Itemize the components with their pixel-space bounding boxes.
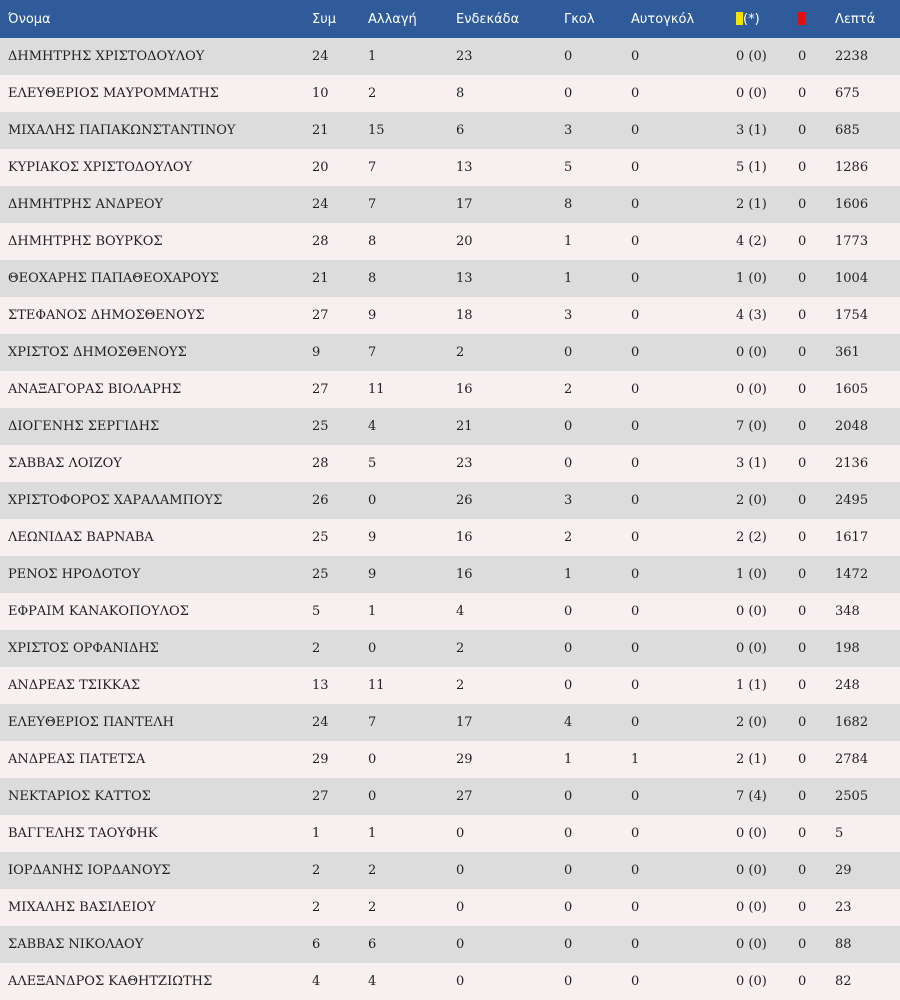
red-cards-cell: 0 (798, 604, 807, 619)
minutes-cell: 82 (835, 974, 852, 989)
starting-cell: 27 (456, 789, 473, 804)
minutes-cell: 1004 (835, 271, 869, 286)
red-cards-cell: 0 (798, 937, 807, 952)
starting-cell: 8 (456, 86, 465, 101)
yellow-cards-cell: 2 (0) (736, 493, 767, 508)
red-cards-cell: 0 (798, 419, 807, 434)
yellow-cards-cell: 2 (1) (736, 197, 767, 212)
goals-cell: 8 (564, 197, 573, 212)
player-name-cell[interactable]: ΕΦΡΑΙΜ ΚΑΝΑΚΟΠΟΥΛΟΣ (8, 604, 189, 619)
appearances-cell: 29 (312, 752, 329, 767)
own-goals-cell: 0 (631, 826, 640, 841)
minutes-cell: 5 (835, 826, 844, 841)
table-row (0, 778, 900, 815)
minutes-cell: 2784 (835, 752, 869, 767)
substitute-cell: 8 (368, 271, 377, 286)
starting-cell: 4 (456, 604, 465, 619)
table-row (0, 149, 900, 186)
appearances-cell: 9 (312, 345, 321, 360)
appearances-cell: 28 (312, 234, 329, 249)
player-name-cell[interactable]: ΜΙΧΑΛΗΣ ΒΑΣΙΛΕΙΟΥ (8, 900, 156, 915)
table-row (0, 445, 900, 482)
starting-cell: 23 (456, 456, 473, 471)
red-cards-cell: 0 (798, 530, 807, 545)
table-row (0, 630, 900, 667)
yellow-cards-cell: 2 (2) (736, 530, 767, 545)
goals-cell: 0 (564, 863, 573, 878)
starting-cell: 17 (456, 197, 473, 212)
yellow-header-suffix: (*) (743, 11, 760, 27)
own-goals-cell: 0 (631, 86, 640, 101)
own-goals-cell: 0 (631, 456, 640, 471)
minutes-cell: 88 (835, 937, 852, 952)
minutes-cell: 1754 (835, 308, 869, 323)
appearances-cell: 24 (312, 197, 329, 212)
table-row (0, 334, 900, 371)
red-cards-cell: 0 (798, 863, 807, 878)
starting-cell: 0 (456, 826, 465, 841)
header-own-goals[interactable]: Αυτογκόλ (631, 11, 695, 27)
player-name-cell[interactable]: ΧΡΙΣΤΟΦΟΡΟΣ ΧΑΡΑΛΑΜΠΟΥΣ (8, 493, 223, 508)
appearances-cell: 27 (312, 789, 329, 804)
starting-cell: 2 (456, 678, 465, 693)
substitute-cell: 9 (368, 530, 377, 545)
starting-cell: 0 (456, 937, 465, 952)
red-cards-cell: 0 (798, 382, 807, 397)
goals-cell: 0 (564, 49, 573, 64)
goals-cell: 5 (564, 160, 573, 175)
substitute-cell: 1 (368, 826, 377, 841)
minutes-cell: 248 (835, 678, 860, 693)
substitute-cell: 6 (368, 937, 377, 952)
appearances-cell: 27 (312, 382, 329, 397)
starting-cell: 20 (456, 234, 473, 249)
substitute-cell: 7 (368, 345, 377, 360)
red-card-icon (798, 12, 805, 25)
minutes-cell: 29 (835, 863, 852, 878)
substitute-cell: 2 (368, 863, 377, 878)
own-goals-cell: 0 (631, 271, 640, 286)
player-name-cell[interactable]: ΑΝΑΞΑΓΟΡΑΣ ΒΙΟΛΑΡΗΣ (8, 382, 182, 397)
appearances-cell: 25 (312, 530, 329, 545)
own-goals-cell: 0 (631, 974, 640, 989)
table-row (0, 815, 900, 852)
substitute-cell: 9 (368, 567, 377, 582)
player-name-cell[interactable]: ΔΗΜΗΤΡΗΣ ΒΟΥΡΚΟΣ (8, 234, 163, 249)
red-cards-cell: 0 (798, 308, 807, 323)
goals-cell: 1 (564, 271, 573, 286)
substitute-cell: 0 (368, 493, 377, 508)
goals-cell: 1 (564, 752, 573, 767)
minutes-cell: 685 (835, 123, 860, 138)
starting-cell: 2 (456, 345, 465, 360)
table-row (0, 297, 900, 334)
goals-cell: 2 (564, 382, 573, 397)
yellow-cards-cell: 0 (0) (736, 604, 767, 619)
table-header-row (0, 0, 900, 38)
yellow-cards-cell: 0 (0) (736, 900, 767, 915)
goals-cell: 0 (564, 419, 573, 434)
player-name-cell[interactable]: ΕΛΕΥΘΕΡΙΟΣ ΠΑΝΤΕΛΗ (8, 715, 174, 730)
red-cards-cell: 0 (798, 160, 807, 175)
header-red-cards[interactable] (790, 0, 827, 38)
appearances-cell: 21 (312, 271, 329, 286)
red-cards-cell: 0 (798, 123, 807, 138)
starting-cell: 0 (456, 863, 465, 878)
minutes-cell: 348 (835, 604, 860, 619)
player-name-cell[interactable]: ΝΕΚΤΑΡΙΟΣ ΚΑΤΤΟΣ (8, 789, 151, 804)
own-goals-cell: 0 (631, 382, 640, 397)
player-name-cell[interactable]: ΑΝΔΡΕΑΣ ΠΑΤΕΤΣΑ (8, 752, 146, 767)
red-cards-cell: 0 (798, 271, 807, 286)
table-row (0, 482, 900, 519)
player-name-cell[interactable]: ΘΕΟΧΑΡΗΣ ΠΑΠΑΘΕΟΧΑΡΟΥΣ (8, 271, 219, 286)
own-goals-cell: 0 (631, 641, 640, 656)
yellow-card-icon (736, 12, 743, 25)
appearances-cell: 27 (312, 308, 329, 323)
starting-cell: 17 (456, 715, 473, 730)
minutes-cell: 1605 (835, 382, 869, 397)
yellow-cards-cell: 1 (1) (736, 678, 767, 693)
goals-cell: 0 (564, 826, 573, 841)
yellow-cards-cell: 2 (1) (736, 752, 767, 767)
own-goals-cell: 0 (631, 197, 640, 212)
minutes-cell: 1773 (835, 234, 869, 249)
goals-cell: 0 (564, 974, 573, 989)
minutes-cell: 1286 (835, 160, 869, 175)
yellow-cards-cell: 1 (0) (736, 271, 767, 286)
own-goals-cell: 0 (631, 604, 640, 619)
table-row (0, 963, 900, 1000)
yellow-cards-cell: 4 (3) (736, 308, 767, 323)
minutes-cell: 1682 (835, 715, 869, 730)
appearances-cell: 25 (312, 567, 329, 582)
player-name-cell[interactable]: ΡΕΝΟΣ ΗΡΟΔΟΤΟΥ (8, 567, 141, 582)
yellow-cards-cell: 1 (0) (736, 567, 767, 582)
goals-cell: 0 (564, 789, 573, 804)
minutes-cell: 1617 (835, 530, 869, 545)
player-name-cell[interactable]: ΔΗΜΗΤΡΗΣ ΧΡΙΣΤΟΔΟΥΛΟΥ (8, 49, 205, 64)
substitute-cell: 1 (368, 49, 377, 64)
minutes-cell: 2136 (835, 456, 869, 471)
starting-cell: 21 (456, 419, 473, 434)
yellow-cards-cell: 0 (0) (736, 641, 767, 656)
yellow-cards-cell: 7 (0) (736, 419, 767, 434)
red-cards-cell: 0 (798, 86, 807, 101)
table-row (0, 667, 900, 704)
starting-cell: 13 (456, 160, 473, 175)
goals-cell: 0 (564, 641, 573, 656)
own-goals-cell: 0 (631, 863, 640, 878)
own-goals-cell: 0 (631, 900, 640, 915)
own-goals-cell: 1 (631, 752, 640, 767)
minutes-cell: 2238 (835, 49, 869, 64)
player-name-cell[interactable]: ΚΥΡΙΑΚΟΣ ΧΡΙΣΤΟΔΟΥΛΟΥ (8, 160, 193, 175)
table-row (0, 741, 900, 778)
red-cards-cell: 0 (798, 49, 807, 64)
goals-cell: 0 (564, 86, 573, 101)
starting-cell: 0 (456, 974, 465, 989)
red-cards-cell: 0 (798, 234, 807, 249)
table-row (0, 556, 900, 593)
substitute-cell: 4 (368, 974, 377, 989)
substitute-cell: 0 (368, 752, 377, 767)
table-row (0, 75, 900, 112)
yellow-cards-cell: 0 (0) (736, 86, 767, 101)
starting-cell: 13 (456, 271, 473, 286)
goals-cell: 1 (564, 234, 573, 249)
player-name-cell[interactable]: ΣΑΒΒΑΣ ΛΟΙΖΟΥ (8, 456, 122, 471)
starting-cell: 2 (456, 641, 465, 656)
yellow-cards-cell: 0 (0) (736, 382, 767, 397)
substitute-cell: 11 (368, 382, 385, 397)
starting-cell: 16 (456, 382, 473, 397)
own-goals-cell: 0 (631, 493, 640, 508)
own-goals-cell: 0 (631, 678, 640, 693)
red-cards-cell: 0 (798, 715, 807, 730)
appearances-cell: 2 (312, 900, 321, 915)
appearances-cell: 2 (312, 641, 321, 656)
substitute-cell: 1 (368, 604, 377, 619)
table-row (0, 926, 900, 963)
red-cards-cell: 0 (798, 197, 807, 212)
appearances-cell: 20 (312, 160, 329, 175)
header-minutes[interactable]: Λεπτά (835, 11, 876, 27)
own-goals-cell: 0 (631, 345, 640, 360)
starting-cell: 29 (456, 752, 473, 767)
starting-cell: 18 (456, 308, 473, 323)
goals-cell: 3 (564, 493, 573, 508)
minutes-cell: 2048 (835, 419, 869, 434)
goals-cell: 3 (564, 308, 573, 323)
table-row (0, 260, 900, 297)
goals-cell: 4 (564, 715, 573, 730)
header-goals[interactable]: Γκολ (564, 11, 595, 27)
yellow-cards-cell: 0 (0) (736, 49, 767, 64)
yellow-cards-cell: 0 (0) (736, 863, 767, 878)
header-yellow-cards[interactable] (728, 0, 790, 38)
red-cards-cell: 0 (798, 678, 807, 693)
yellow-cards-cell: 0 (0) (736, 937, 767, 952)
red-cards-cell: 0 (798, 345, 807, 360)
table-row (0, 593, 900, 630)
table-row (0, 852, 900, 889)
yellow-cards-cell: 7 (4) (736, 789, 767, 804)
table-row (0, 186, 900, 223)
red-cards-cell: 0 (798, 789, 807, 804)
appearances-cell: 2 (312, 863, 321, 878)
appearances-cell: 24 (312, 49, 329, 64)
own-goals-cell: 0 (631, 308, 640, 323)
appearances-cell: 4 (312, 974, 321, 989)
player-name-cell[interactable]: ΑΛΕΞΑΝΔΡΟΣ ΚΑΘΗΤΖΙΩΤΗΣ (8, 974, 213, 989)
table-row (0, 112, 900, 149)
appearances-cell: 25 (312, 419, 329, 434)
substitute-cell: 7 (368, 160, 377, 175)
header-starting[interactable]: Ενδεκάδα (456, 11, 520, 27)
substitute-cell: 0 (368, 789, 377, 804)
minutes-cell: 23 (835, 900, 852, 915)
appearances-cell: 26 (312, 493, 329, 508)
goals-cell: 0 (564, 456, 573, 471)
appearances-cell: 5 (312, 604, 321, 619)
player-name-cell[interactable]: ΕΛΕΥΘΕΡΙΟΣ ΜΑΥΡΟΜΜΑΤΗΣ (8, 86, 219, 101)
yellow-cards-cell: 0 (0) (736, 826, 767, 841)
substitute-cell: 2 (368, 900, 377, 915)
minutes-cell: 361 (835, 345, 860, 360)
starting-cell: 0 (456, 900, 465, 915)
table-row (0, 889, 900, 926)
goals-cell: 0 (564, 937, 573, 952)
yellow-cards-cell: 3 (1) (736, 456, 767, 471)
substitute-cell: 7 (368, 197, 377, 212)
own-goals-cell: 0 (631, 234, 640, 249)
yellow-cards-cell: 2 (0) (736, 715, 767, 730)
table-row (0, 38, 900, 75)
starting-cell: 16 (456, 567, 473, 582)
player-name-cell[interactable]: ΧΡΙΣΤΟΣ ΟΡΦΑΝΙΔΗΣ (8, 641, 159, 656)
own-goals-cell: 0 (631, 715, 640, 730)
header-substitute[interactable]: Αλλαγή (368, 11, 417, 27)
substitute-cell: 15 (368, 123, 385, 138)
player-name-cell[interactable]: ΣΑΒΒΑΣ ΝΙΚΟΛΑΟΥ (8, 937, 144, 952)
substitute-cell: 8 (368, 234, 377, 249)
yellow-cards-cell: 3 (1) (736, 123, 767, 138)
appearances-cell: 6 (312, 937, 321, 952)
yellow-cards-cell: 5 (1) (736, 160, 767, 175)
goals-cell: 0 (564, 604, 573, 619)
appearances-cell: 28 (312, 456, 329, 471)
player-name-cell[interactable]: ΛΕΩΝΙΔΑΣ ΒΑΡΝΑΒΑ (8, 530, 154, 545)
goals-cell: 0 (564, 678, 573, 693)
player-name-cell[interactable]: ΒΑΓΓΕΛΗΣ ΤΑΟΥΦΗΚ (8, 826, 158, 841)
table-row (0, 519, 900, 556)
appearances-cell: 1 (312, 826, 321, 841)
yellow-cards-cell: 0 (0) (736, 345, 767, 360)
header-name[interactable]: Όνομα (8, 11, 51, 27)
player-name-cell[interactable]: ΔΗΜΗΤΡΗΣ ΑΝΔΡΕΟΥ (8, 197, 164, 212)
appearances-cell: 21 (312, 123, 329, 138)
minutes-cell: 2505 (835, 789, 869, 804)
table-row (0, 408, 900, 445)
red-cards-cell: 0 (798, 567, 807, 582)
appearances-cell: 13 (312, 678, 329, 693)
table-row (0, 223, 900, 260)
own-goals-cell: 0 (631, 123, 640, 138)
minutes-cell: 198 (835, 641, 860, 656)
red-cards-cell: 0 (798, 456, 807, 471)
player-name-cell[interactable]: ΜΙΧΑΛΗΣ ΠΑΠΑΚΩΝΣΤΑΝΤΙΝΟΥ (8, 123, 236, 138)
substitute-cell: 5 (368, 456, 377, 471)
minutes-cell: 1606 (835, 197, 869, 212)
substitute-cell: 0 (368, 641, 377, 656)
starting-cell: 16 (456, 530, 473, 545)
yellow-cards-cell: 4 (2) (736, 234, 767, 249)
goals-cell: 0 (564, 900, 573, 915)
own-goals-cell: 0 (631, 419, 640, 434)
header-appearances[interactable]: Συμ (312, 11, 337, 27)
appearances-cell: 10 (312, 86, 329, 101)
red-cards-cell: 0 (798, 493, 807, 508)
goals-cell: 3 (564, 123, 573, 138)
red-cards-cell: 0 (798, 974, 807, 989)
player-name-cell[interactable]: ΣΤΕΦΑΝΟΣ ΔΗΜΟΣΘΕΝΟΥΣ (8, 308, 205, 323)
starting-cell: 26 (456, 493, 473, 508)
substitute-cell: 4 (368, 419, 377, 434)
player-name-cell[interactable]: ΧΡΙΣΤΟΣ ΔΗΜΟΣΘΕΝΟΥΣ (8, 345, 187, 360)
minutes-cell: 1472 (835, 567, 869, 582)
own-goals-cell: 0 (631, 937, 640, 952)
goals-cell: 2 (564, 530, 573, 545)
minutes-cell: 2495 (835, 493, 869, 508)
substitute-cell: 2 (368, 86, 377, 101)
yellow-cards-cell: 0 (0) (736, 974, 767, 989)
starting-cell: 6 (456, 123, 465, 138)
table-row (0, 704, 900, 741)
red-cards-cell: 0 (798, 641, 807, 656)
appearances-cell: 24 (312, 715, 329, 730)
own-goals-cell: 0 (631, 160, 640, 175)
table-row (0, 371, 900, 408)
substitute-cell: 7 (368, 715, 377, 730)
own-goals-cell: 0 (631, 530, 640, 545)
goals-cell: 1 (564, 567, 573, 582)
substitute-cell: 9 (368, 308, 377, 323)
player-name-cell[interactable]: ΑΝΔΡΕΑΣ ΤΣΙΚΚΑΣ (8, 678, 141, 693)
goals-cell: 0 (564, 345, 573, 360)
minutes-cell: 675 (835, 86, 860, 101)
starting-cell: 23 (456, 49, 473, 64)
player-name-cell[interactable]: ΔΙΟΓΕΝΗΣ ΣΕΡΓΙΔΗΣ (8, 419, 160, 434)
substitute-cell: 11 (368, 678, 385, 693)
own-goals-cell: 0 (631, 567, 640, 582)
red-cards-cell: 0 (798, 752, 807, 767)
player-name-cell[interactable]: ΙΟΡΔΑΝΗΣ ΙΟΡΔΑΝΟΥΣ (8, 863, 171, 878)
red-cards-cell: 0 (798, 826, 807, 841)
own-goals-cell: 0 (631, 789, 640, 804)
own-goals-cell: 0 (631, 49, 640, 64)
red-cards-cell: 0 (798, 900, 807, 915)
